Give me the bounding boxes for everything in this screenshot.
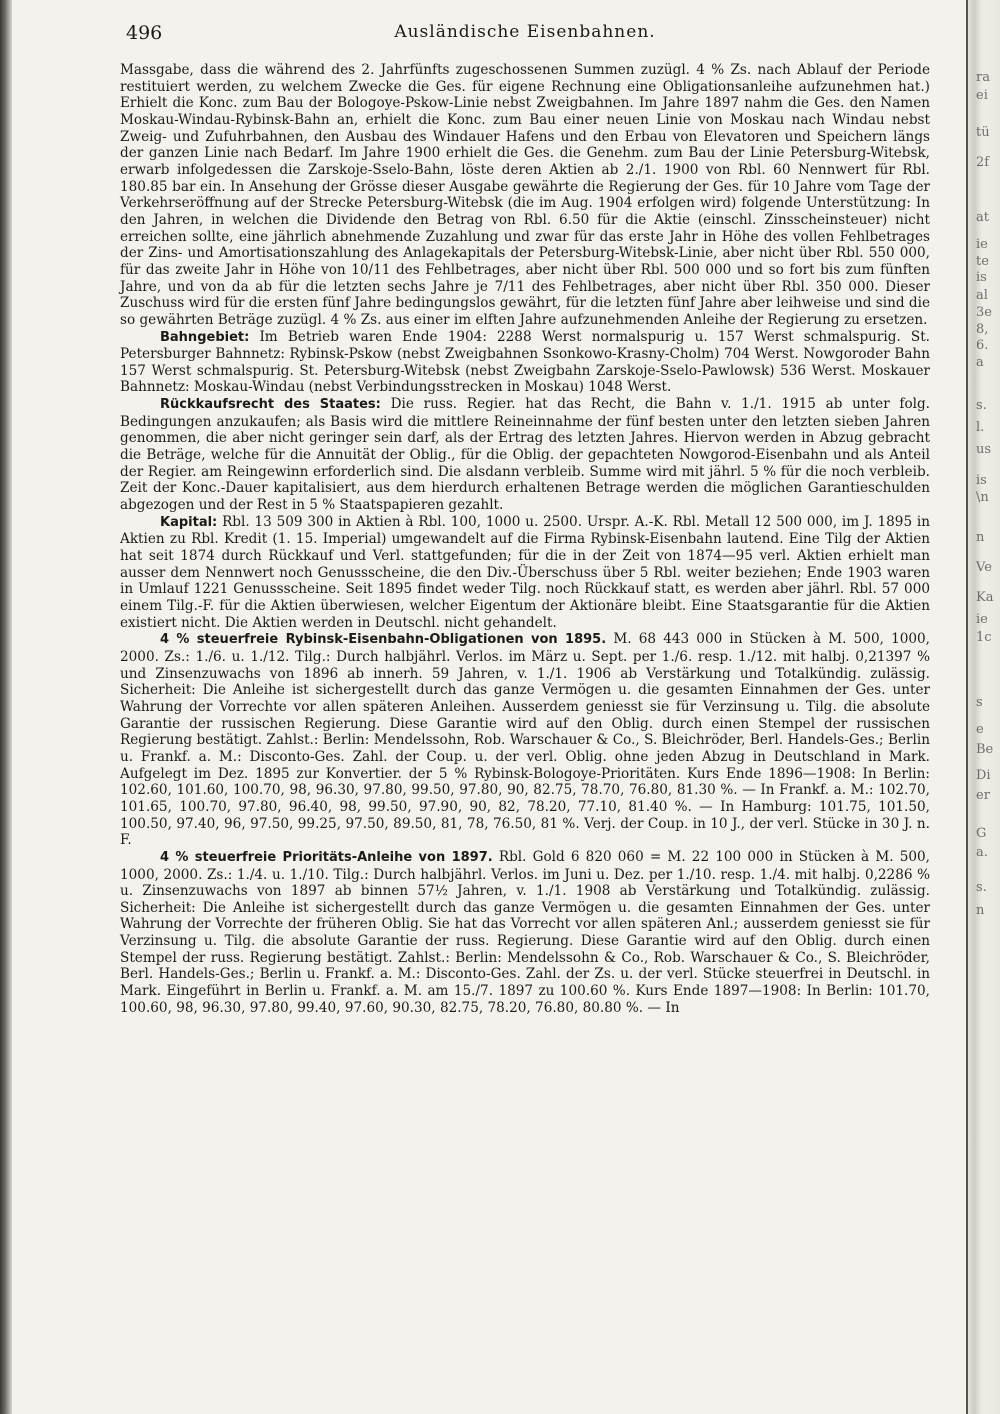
margin-fragment: l.	[976, 420, 985, 435]
paragraph-heading: Kapital:	[160, 514, 218, 530]
margin-fragment: tü	[976, 125, 990, 140]
margin-fragment: Ka	[976, 590, 994, 605]
margin-fragment: Di	[976, 768, 991, 783]
margin-fragment: is	[976, 270, 987, 285]
margin-fragment: ra	[976, 70, 990, 85]
margin-fragment: ei	[976, 88, 988, 103]
margin-fragment: a.	[976, 845, 988, 860]
margin-fragment: er	[976, 788, 990, 803]
margin-fragment: e	[976, 722, 984, 737]
margin-fragment: 1c	[976, 630, 992, 645]
scan-right-edge	[966, 0, 1000, 1414]
margin-fragment: n	[976, 530, 985, 545]
page-header	[120, 22, 930, 46]
margin-fragment: s.	[976, 398, 987, 413]
margin-fragment: \n	[976, 490, 989, 505]
paragraph-heading: 4 % steuerfreie Prioritäts-Anleihe von 1897.	[160, 849, 493, 865]
paragraph-text: M. 68 443 000 in Stücken à M. 500, 1000, 2000. Zs.: 1./6. u. 1./12. Tilg.: Durch halbjährl. Verlos. im März u. Sept. per 1./6. resp. 1./12. mit halbj. 0,21397 % und Zinsenzuwachs von 1896 ab innerh. 59 Jahren, v. 1./1. 1906 ab Verstärkung und Totalkündig. zulässig. Sicherheit: Die Anleihe ist sichergestellt durch das ganze Vermögen u. die gesamten Einnahmen der Ges. unter Wahrung der Vorrechte vor allen späteren Anleihen. Ausserdem geniesst sie für Verzinsung u. Tilg. die absolute Garantie der russischen Regierung. Diese Garantie wird auf den Oblig. durch einen Stempel der russischen Regierung bestätigt. Zahlst.: Berlin: Mendelssohn, Rob. Warschauer & Co., S. Bleichröder, Berl. Handels-Ges.; Berlin u. Frankf. a. M.: Disconto-Ges. Zahl. der Coup. u. der verl. Oblig. ohne jeden Abzug in Deutschland in Mark. Aufgelegt im Dez. 1895 zur Konvertier. der 5 % Rybinsk-Bologoye-Prioritäten. Kurs Ende 1896—1908: In Berlin: 102.60, 101.60, 100.70, 98, 96.30, 97.80, 99.50, 97.80, 90, 82.75, 78.70, 76.80, 81.30 %. — In Frankf. a. M.: 102.70, 101.65, 100.70, 97.80, 96.40, 98, 99.50, 97.90, 90, 82, 78.20, 77.10, 81.40 %. — In Hamburg: 101.75, 101.50, 100.50, 97.40, 96, 97.50, 99.25, 97.50, 89.50, 81, 78, 76.50, 81 %. Verj. der Coup. in 10 J., der verl. Stücke in 30 J. n. F.	[120, 631, 930, 849]
margin-fragment: us	[976, 442, 992, 457]
margin-fragment: al	[976, 288, 988, 303]
paragraph-text: Im Betrieb waren Ende 1904: 2288 Werst normalspurig u. 157 Werst schmalspurig. St. Petersburger Bahnnetz: Rybinsk-Pskow (nebst Zweigbahnen Ssonkowo-Krasny-Cholm) 704 Werst. Nowgoroder Bahn 157 Werst schmalspurig. St. Petersburg-Witebsk (nebst Zweigbahn Zarskoje-Sselo-Pawlowsk) 536 Werst. Moskauer Bahnnetz: Moskau-Windau (nebst Verbindungsstrecken in Moskau) 1048 Werst.	[120, 328, 930, 396]
paragraph-intro	[120, 62, 930, 329]
margin-fragment: is	[976, 473, 987, 488]
paragraph-text: Rbl. 13 509 300 in Aktien à Rbl. 100, 1000 u. 2500. Urspr. A.-K. Rbl. Metall 12 500 000, im J. 1895 in Aktien zu Rbl. Kredit (1. 15. Imperial) umgewandelt auf die Firma Rybinsk-Eisenbahn lautend. Eine Tilg der Aktien hat seit 1874 durch Rückkauf und Verl. stattgefunden; für die in der Zeit von 1874—95 verl. Aktien erhielt man ausser dem Nennwert noch Genussscheine, die den Div.-Überschuss über 5 Rbl. weiter beziehen; Ende 1903 waren in Umlauf 1221 Genussscheine. Seit 1895 findet weder Tilg. noch Rückkauf statt, es werden aber jährl. Rbl. 57 000 einem Tilg.-F. für die Aktien überwiesen, welcher Eigentum der Aktionäre bleibt. Eine Staatsgarantie für die Aktien existiert nicht. Die Aktien werden in Deutschl. nicht gehandelt.	[120, 513, 930, 631]
running-title: Ausländische Eisenbahnen.	[394, 22, 656, 42]
margin-fragment: te	[976, 254, 989, 269]
paragraph-text: Massgabe, dass die während des 2. Jahrfünfts zugeschossenen Summen zuzügl. 4 % Zs. nach Ablauf der Periode restituiert werden, zu welchem Zwecke die Ges. für eigene Rechnung eine Obligationsanleihe aufzunehmen hat.) Erhielt die Konc. zum Bau der Bologoye-Pskow-Linie nebst Zweigbahnen. Im Jahre 1897 nahm die Ges. den Namen Moskau-Windau-Rybinsk-Bahn an, erhielt die Konc. zum Bau einer neuen Linie von Moskau nach Windau nebst Zweig- und Zufuhrbahnen, den Ausbau des Windauer Hafens und den Erbau von Elevatoren und Speichern längs der ganzen Linie nach Bedarf. Im Jahre 1900 erhielt die Ges. die Genehm. zum Bau der Linie Petersburg-Witebsk, erwarb infolgedessen die Zarskoje-Sselo-Bahn, löste deren Aktien ab 2./1. 1900 von Rbl. 60 Nennwert für Rbl. 180.85 bar ein. In Ansehung der Grösse dieser Ausgabe gewährte die Regierung der Ges. für 10 Jahre vom Tage der Verkehrseröffnung auf der Strecke Petersburg-Witebsk (die im Aug. 1904 erfolgen wird) folgende Unterstützung: In den Jahren, in welchen die Dividende den Betrag von Rbl. 6.50 für die Aktie (einschl. Zinsscheinsteuer) nicht erreichen sollte, eine jährlich abnehmende Zuzahlung und zwar für das erste Jahr in Höhe des vollen Fehlbetrages der Zins- und Amortisationszahlung des Anlagekapitals der Petersburg-Witebsk-Linie, aber nicht über Rbl. 550 000, für das zweite Jahr in Höhe von 10/11 des Fehlbetrages, aber nicht über Rbl. 500 000 und so fort bis zum fünften Jahre, und von da ab für die letzten sechs Jahre je 7/11 des Fehlbetrages, aber nicht über Rbl. 350 000. Dieser Zuschuss wird für die ersten fünf Jahre bedingungslos gewährt, für die letzten fünf Jahre aber leihweise und sind die so gewährten Beträge zuzügl. 4 % Zs. aus einer im elften Jahre aufzunehmenden Anleihe der Regierung zu ersetzen.	[120, 62, 930, 328]
page-number: 496	[126, 22, 163, 44]
margin-fragment: n	[976, 903, 985, 918]
margin-fragment: ie	[976, 237, 988, 252]
paragraph-heading: Bahngebiet:	[160, 329, 250, 345]
scan-left-edge	[0, 0, 12, 1414]
paragraph-text: Rbl. Gold 6 820 060 = M. 22 100 000 in Stücken à M. 500, 1000, 2000. Zs.: 1./4. u. 1./10. Tilg.: Durch halbjährl. Verlos. im Juni u. Dez. per 1./10. resp. 1./4. mit halbj. 0,2286 % u. Zinsenzuwachs von 1897 ab binnen 57½ Jahren, v. 1./1. 1908 ab Verstärkung und Totalkündig. zulässig. Sicherheit: Die Anleihe ist sichergestellt durch das ganze Vermögen u. die gesamten Einnahmen der Ges. unter Wahrung der Vorrechte der früheren Oblig. Sie hat das Vorrecht vor allen späteren Anl.; ausserdem geniesst sie für Verzinsung u. Tilg. die absolute Garantie der russ. Regierung. Diese Garantie wird auf den Oblig. durch einen Stempel der russ. Regierung bestätigt. Zahlst.: Berlin: Mendelssohn & Co., Rob. Warschauer & Co., S. Bleichröder, Berl. Handels-Ges.; Berlin u. Frankf. a. M.: Disconto-Ges. Zahl. der Zs. u. der verl. Stücke steuerfrei in Deutschl. in Mark. Eingeführt in Berlin u. Frankf. a. M. am 15./7. 1897 zu 100.60 %. Kurs Ende 1897—1908: In Berlin: 101.70, 100.60, 98, 96.30, 97.80, 99.40, 97.60, 90.30, 82.75, 78.20, 76.80, 80.80 %. — In	[120, 848, 930, 1016]
margin-fragment: 8,	[976, 322, 989, 337]
margin-fragment: at	[976, 210, 989, 225]
paragraph-obligationen-1895	[120, 631, 930, 849]
margin-fragment: s.	[976, 880, 987, 895]
margin-fragment: 6.	[976, 338, 989, 353]
margin-fragment: Ve	[976, 560, 992, 575]
margin-fragment: G	[976, 826, 987, 841]
paragraph-prioritaets-anleihe-1897	[120, 849, 930, 1017]
paragraph-text: Die russ. Regier. hat das Recht, die Bahn v. 1./1. 1915 ab unter folg. Bedingungen anzukaufen; als Basis wird die mittlere Reineinnahme der fünf besten unter den letzten sieben Jahren genommen, die aber nicht geringer sein darf, als der Ertrag des letzten Jahres. Hiervon werden in Abzug gebracht die Beträge, welche für die Annuität der Oblig., für die Oblig. der gepachteten Nowgorod-Eisenbahn und als Anteil der Regier. am Reingewinn erforderlich sind. Die alsdann verbleib. Summe wird mit jährl. 5 % für die noch verbleib. Zeit der Konc.-Dauer kapitalisiert, aus dem hierdurch erhaltenen Betrage werden die möglichen Garantieschulden abgezogen und der Rest in 5 % Staatspapieren gezahlt.	[120, 396, 930, 514]
margin-fragment: ie	[976, 612, 988, 627]
body-text	[120, 62, 930, 1016]
margin-fragment: s	[976, 695, 983, 710]
paragraph-heading: 4 % steuerfreie Rybinsk-Eisenbahn-Obligationen von 1895.	[160, 632, 607, 648]
margin-fragment: 3e	[976, 305, 992, 320]
margin-fragment: a	[976, 355, 984, 370]
margin-fragment: 2f	[976, 155, 990, 170]
paragraph-bahngebiet	[120, 329, 930, 397]
paragraph-kapital	[120, 514, 930, 632]
margin-fragment: Be	[976, 742, 994, 757]
paragraph-heading: Rückkaufsrecht des Staates:	[160, 397, 381, 413]
paragraph-rueckkaufsrecht	[120, 396, 930, 514]
